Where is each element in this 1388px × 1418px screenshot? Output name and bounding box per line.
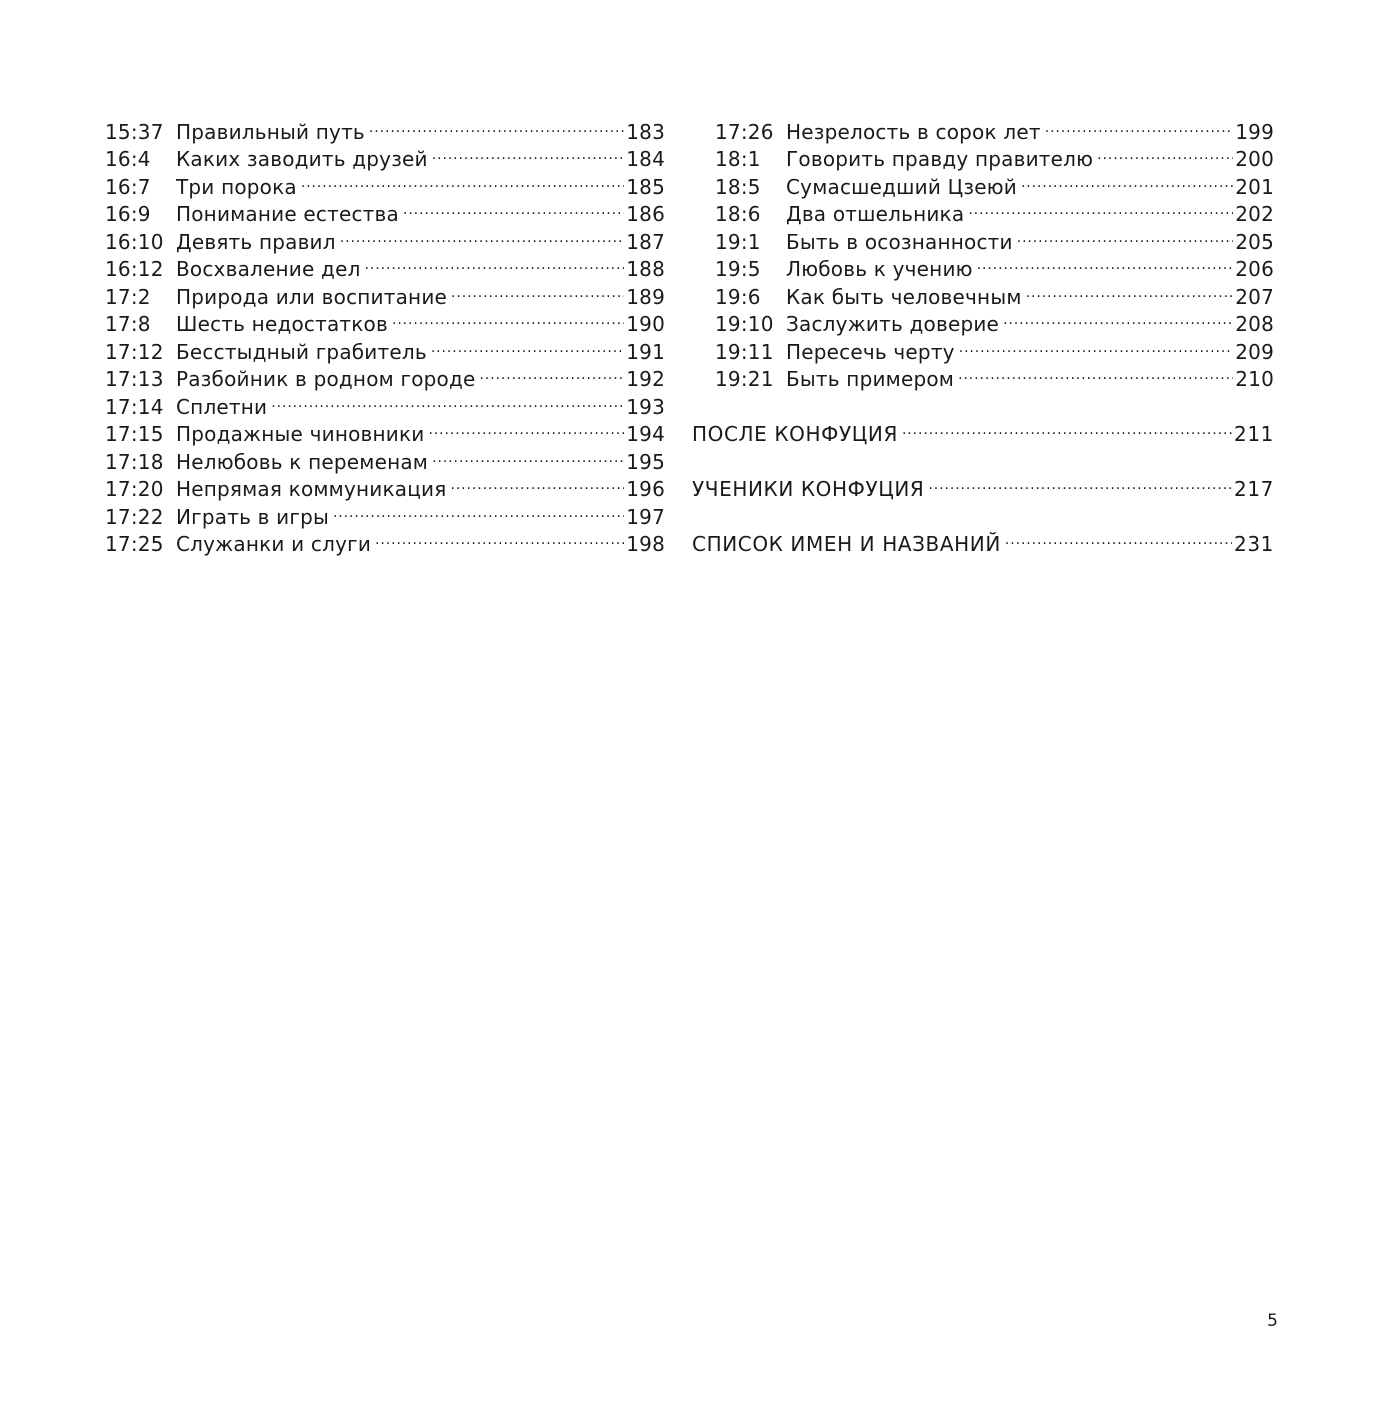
entry-page-number: 186 [626,202,665,226]
entry-title: Правильный путь [176,119,365,144]
entry-page-number: 209 [1235,339,1274,364]
toc-section[interactable] [692,524,1274,556]
chapter-ref-cell [692,201,786,229]
chapter-ref: 17:8 [105,312,151,336]
chapter-ref: 16:10 [105,229,164,254]
entry-title: Играть в игры [176,504,329,529]
entry-page-number: 198 [626,532,665,556]
entry-page-number: 201 [1235,174,1274,199]
chapter-ref-cell [692,339,786,367]
dot-leader [301,166,624,194]
entry-title: Девять правил [176,229,336,254]
section-page-number: 217 [1234,477,1274,501]
entry-title: Разбойник в родном городе [176,367,476,391]
entry-title: Говорить правду правителю [786,147,1094,171]
section-page-number: 231 [1234,532,1274,556]
dot-leader [392,304,624,332]
chapter-ref: 19:10 [715,312,774,336]
chapter-ref-cell [692,284,786,312]
entry-title: Незрелость в сорок лет [786,119,1041,144]
dot-leader [432,441,624,469]
entry-page-number: 210 [1235,367,1274,391]
entry-page-number: 196 [626,477,665,501]
entry-title: Заслужить доверие [786,312,1000,336]
dot-leader [365,249,625,277]
entry-page-number: 207 [1235,284,1274,309]
chapter-ref: 18:1 [715,147,761,171]
dot-leader [480,359,625,387]
entry-title: Каких заводить друзей [176,147,428,171]
dot-leader [375,524,624,552]
section-title: УЧЕНИКИ КОНФУЦИЯ [692,477,925,501]
dot-leader [431,331,624,359]
chapter-ref: 16:9 [105,202,151,226]
chapter-ref: 18:5 [715,174,761,199]
chapter-ref: 19:5 [715,257,761,281]
entry-page-number: 187 [626,229,665,254]
entry-page-number: 199 [1235,119,1274,144]
chapter-ref: 19:1 [715,229,761,254]
chapter-ref: 16:7 [105,174,151,199]
toc-right-column [692,111,1274,556]
chapter-ref: 19:11 [715,339,774,364]
dot-leader [1021,166,1233,194]
chapter-ref: 18:6 [715,202,761,226]
chapter-ref-cell [692,229,786,257]
entry-page-number: 195 [626,449,665,474]
section-title: ПОСЛЕ КОНФУЦИЯ [692,422,898,446]
chapter-ref-cell [692,311,786,339]
chapter-ref: 16:4 [105,147,151,171]
entry-page-number: 208 [1235,312,1274,336]
entry-title: Быть примером [786,367,955,391]
entry-title: Три порока [176,174,297,199]
entry-page-number: 200 [1235,147,1274,171]
dot-leader [450,469,624,497]
dot-leader [977,249,1234,277]
chapter-ref: 17:25 [105,532,164,556]
chapter-ref: 17:26 [715,119,774,144]
entry-title: Природа или воспитание [176,284,448,309]
entry-title: Сплетни [176,394,268,419]
entry-title: Шесть недостатков [176,312,388,336]
toc-entry[interactable] [105,111,665,144]
entry-title: Любовь к учению [786,257,973,281]
toc-left-column [105,111,665,556]
chapter-ref: 15:37 [105,119,164,144]
section-page-number: 211 [1234,422,1274,446]
dot-leader [1003,304,1233,332]
entry-page-number: 193 [626,394,665,419]
dot-leader [902,414,1232,442]
chapter-ref: 17:20 [105,477,164,501]
section-title: СПИСОК ИМЕН И НАЗВАНИЙ [692,532,1001,556]
entry-page-number: 188 [626,257,665,281]
chapter-ref: 17:22 [105,504,164,529]
entry-page-number: 192 [626,367,665,391]
entry-title: Непрямая коммуникация [176,477,447,501]
dot-leader [451,276,624,304]
entry-title: Бесстыдный грабитель [176,339,427,364]
dot-leader [1005,524,1232,552]
chapter-ref: 17:12 [105,339,164,364]
chapter-ref: 17:13 [105,367,164,391]
entry-page-number: 184 [626,147,665,171]
chapter-ref: 17:14 [105,394,164,419]
entry-title: Быть в осознанности [786,229,1013,254]
chapter-ref-cell [692,146,786,174]
dot-leader [958,359,1233,387]
chapter-ref: 19:21 [715,367,774,391]
chapter-ref-cell [692,174,786,202]
toc-section[interactable] [692,414,1274,446]
dot-leader [1017,221,1233,249]
chapter-ref: 16:12 [105,257,164,281]
dot-leader [432,139,624,167]
entry-page-number: 185 [626,174,665,199]
toc-section[interactable] [692,469,1274,501]
chapter-ref-cell [692,119,786,147]
dot-leader [1097,139,1233,167]
dot-leader [1026,276,1234,304]
dot-leader [340,221,624,249]
entry-page-number: 194 [626,422,665,446]
dot-leader [968,194,1233,222]
chapter-ref-cell [692,256,786,284]
entry-page-number: 183 [626,119,665,144]
entry-page-number: 197 [626,504,665,529]
dot-leader [403,194,624,222]
chapter-ref-cell [692,366,786,394]
dot-leader [369,111,624,139]
chapter-ref: 17:15 [105,422,164,446]
dot-leader [1045,111,1234,139]
entry-page-number: 191 [626,339,665,364]
entry-title: Пересечь черту [786,339,955,364]
entry-title: Восхваление дел [176,257,361,281]
entry-title: Сумасшедший Цзеюй [786,174,1017,199]
dot-leader [928,469,1232,497]
entry-title: Два отшельника [786,202,965,226]
entry-page-number: 205 [1235,229,1274,254]
entry-title: Понимание естества [176,202,399,226]
dot-leader [271,386,624,414]
entry-title: Как быть человечным [786,284,1022,309]
entry-title: Служанки и слуги [176,532,372,556]
chapter-ref: 17:18 [105,449,164,474]
toc-entry[interactable] [692,111,1274,144]
dot-leader [959,331,1234,359]
entry-page-number: 190 [626,312,665,336]
entry-page-number: 202 [1235,202,1274,226]
entry-title: Нелюбовь к переменам [176,449,429,474]
entry-page-number: 189 [626,284,665,309]
chapter-ref: 17:2 [105,284,151,309]
chapter-ref: 19:6 [715,284,761,309]
entry-title: Продажные чиновники [176,422,425,446]
page-number: 5 [1267,1311,1278,1331]
dot-leader [428,414,624,442]
entry-page-number: 206 [1235,257,1274,281]
dot-leader [333,496,624,524]
